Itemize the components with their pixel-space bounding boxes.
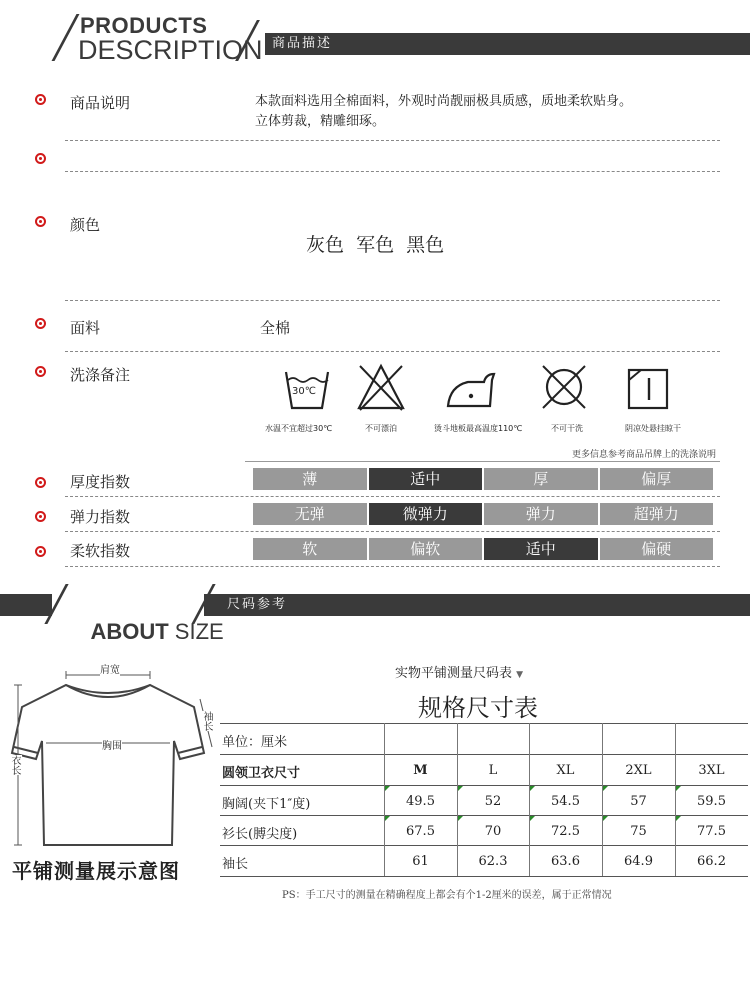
table-header-size: XL xyxy=(556,763,575,778)
table-cell: 70 xyxy=(484,824,502,839)
index-label: 柔软指数 xyxy=(70,542,131,560)
bullet-icon xyxy=(35,153,46,164)
bullet-icon xyxy=(35,511,46,522)
desc-text-line1: 本款面料选用全棉面料，外观时尚靓丽极具质感，质地柔软贴身。 xyxy=(255,94,633,109)
divider xyxy=(65,171,720,172)
elasticity-index-bar xyxy=(253,503,713,525)
table-cell: 59.5 xyxy=(697,794,726,809)
index-option-selected: 适中 xyxy=(484,538,598,560)
diagram-shoulder: 肩宽 xyxy=(100,661,120,676)
header-title-bottom: DESCRIPTION xyxy=(78,35,263,65)
table-cell: 63.6 xyxy=(551,854,580,869)
bullet-icon xyxy=(35,477,46,488)
fabric-label: 面料 xyxy=(70,319,101,337)
desc-text-line2: 立体剪裁，精雕细琢。 xyxy=(255,114,386,129)
index-option: 无弹 xyxy=(253,503,367,525)
diagram-sleeve: 袖长 xyxy=(201,711,212,731)
color-value: 灰色 军色 黑色 xyxy=(306,234,445,256)
header2-title-light: SIZE xyxy=(168,619,224,644)
index-option-selected: 适中 xyxy=(369,468,483,490)
wash-temp: 30℃ xyxy=(292,386,316,397)
line-dry-shade-icon xyxy=(625,366,675,414)
table-cell: 61 xyxy=(412,854,429,869)
table-cell: 66.2 xyxy=(697,854,726,869)
table-header-label: 圆领卫衣尺寸 xyxy=(222,766,301,781)
wash-caption: 烫斗地板最高温度110℃ xyxy=(434,424,523,433)
bullet-icon xyxy=(35,318,46,329)
wash-caption: 阴凉处悬挂晾干 xyxy=(625,424,681,433)
header-title-top: PRODUCTS xyxy=(80,13,208,38)
divider xyxy=(65,300,720,301)
header2-title-bold: ABOUT xyxy=(90,619,169,644)
table-header-size: 3XL xyxy=(698,763,725,778)
bullet-icon xyxy=(35,546,46,557)
table-header-size: 2XL xyxy=(625,763,652,778)
diagram-length: 衣长 xyxy=(9,755,20,775)
index-option: 厚 xyxy=(484,468,598,490)
index-option: 弹力 xyxy=(484,503,598,525)
divider xyxy=(65,140,720,141)
wash-30-icon xyxy=(282,366,332,414)
index-option: 偏软 xyxy=(369,538,483,560)
divider xyxy=(245,461,720,462)
softness-index-bar xyxy=(253,538,713,560)
divider xyxy=(65,566,720,567)
table-cell: 64.9 xyxy=(624,854,653,869)
bullet-icon xyxy=(35,94,46,105)
wash-caption: 不可漂泊 xyxy=(365,424,397,433)
size-table-note: PS：手工尺寸的测量在精确程度上都会有个1-2厘米的误差，属于正常情况 xyxy=(282,890,612,901)
header-subtitle-cn: 商品描述 xyxy=(272,36,333,51)
table-cell: 54.5 xyxy=(551,794,580,809)
no-bleach-icon xyxy=(356,362,406,410)
index-option: 薄 xyxy=(253,468,367,490)
wash-caption: 不可干洗 xyxy=(551,424,583,433)
bullet-icon xyxy=(35,366,46,377)
wash-caption: 水温不宜超过30℃ xyxy=(265,424,333,433)
tshirt-diagram xyxy=(8,655,218,855)
iron-icon xyxy=(444,370,494,418)
size-table-subtitle: 实物平铺测量尺码表 ▼ xyxy=(395,666,524,681)
table-row-label: 胸阔(夹下1″度) xyxy=(222,797,311,812)
table-cell: 57 xyxy=(630,794,647,809)
index-option: 软 xyxy=(253,538,367,560)
divider xyxy=(65,496,720,497)
table-unit: 单位：厘米 xyxy=(222,735,288,750)
triangle-down-icon: ▼ xyxy=(516,670,524,680)
size-table-title: 规格尺寸表 xyxy=(418,694,538,722)
table-cell: 72.5 xyxy=(551,824,580,839)
index-label: 厚度指数 xyxy=(70,473,131,491)
table-cell: 62.3 xyxy=(478,854,508,869)
washing-note: 更多信息参考商品吊牌上的洗涤说明 xyxy=(571,450,716,460)
diagram-chest: 胸围 xyxy=(102,737,122,752)
washing-label: 洗涤备注 xyxy=(70,366,131,384)
table-cell: 67.5 xyxy=(406,824,435,839)
table-cell: 49.5 xyxy=(406,794,435,809)
table-cell: 52 xyxy=(484,794,502,809)
table-cell: 77.5 xyxy=(697,824,726,839)
table-row-label: 衫长(膊尖度) xyxy=(222,827,298,842)
divider xyxy=(65,351,720,352)
thickness-index-bar xyxy=(253,468,713,490)
index-option-selected: 微弹力 xyxy=(369,503,483,525)
desc-label: 商品说明 xyxy=(70,94,131,112)
index-option: 超弹力 xyxy=(600,503,714,525)
index-label: 弹力指数 xyxy=(70,508,131,526)
index-option: 偏硬 xyxy=(600,538,714,560)
index-option: 偏厚 xyxy=(600,468,714,490)
header2-subtitle-cn: 尺码参考 xyxy=(227,597,288,612)
no-dry-clean-icon xyxy=(539,362,589,410)
divider xyxy=(65,531,720,532)
color-label: 颜色 xyxy=(70,216,101,234)
table-cell: 75 xyxy=(630,824,647,839)
table-row-label: 袖长 xyxy=(222,857,249,872)
fabric-value: 全棉 xyxy=(260,319,291,337)
bullet-icon xyxy=(35,216,46,227)
diagram-caption: 平铺测量展示意图 xyxy=(12,859,180,883)
table-header-size: L xyxy=(488,763,498,778)
table-header-size: M xyxy=(413,763,428,778)
